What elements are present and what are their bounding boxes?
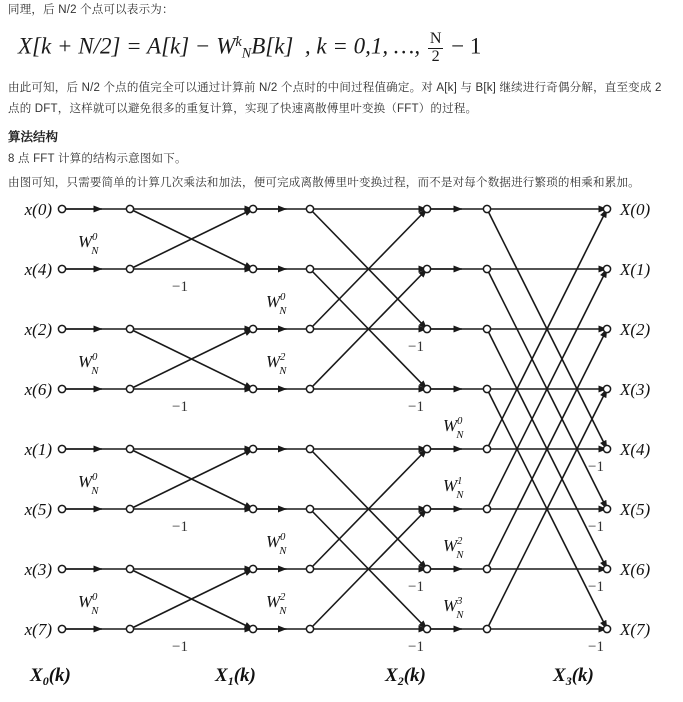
stage2-node-0 xyxy=(306,205,313,212)
stage2-twiddle-3: $W^2$ N xyxy=(266,591,287,617)
paragraph-3: 由图可知，只需要简单的计算几次乘法和加法，便可完成离散傅里叶变换过程，而不是对每个数据进行繁琐的相乘和累加。 xyxy=(8,176,640,189)
stage3-minus-one-7: −1 xyxy=(588,638,604,655)
stage2-out-node-2 xyxy=(423,325,430,332)
stage3-node-3 xyxy=(483,385,490,392)
input-label-4: x(1) xyxy=(24,439,52,459)
output-node-6 xyxy=(603,565,610,572)
formula-rhs-b: B[k] xyxy=(251,33,294,59)
stage3-node-0 xyxy=(483,205,490,212)
stage2-twiddle-2: $W^0$ N xyxy=(266,531,287,557)
stage3-minus-one-4: −1 xyxy=(588,458,604,475)
stage2-out-node-7 xyxy=(423,625,430,632)
formula-fraction xyxy=(428,31,444,66)
stage1-twiddle-0: $W^0$ N xyxy=(78,231,99,257)
output-label-3: X(3) xyxy=(620,379,651,399)
formula-lhs: X[k + N/2] = xyxy=(18,33,148,59)
stage3-minus-one-5: −1 xyxy=(588,518,604,535)
formula-frac-denominator: 2 xyxy=(431,47,440,65)
formula-twiddle-sup: k xyxy=(235,33,242,50)
stage1-out-node-6 xyxy=(249,565,256,572)
fft-butterfly-diagram xyxy=(0,194,683,694)
input-node-1 xyxy=(58,265,65,272)
formula-twiddle-sub: N xyxy=(241,45,252,62)
stage2-node-4 xyxy=(306,445,313,452)
stage2-minus-one-7: −1 xyxy=(408,638,424,655)
output-label-7: X(7) xyxy=(620,619,651,639)
formula-rhs-a: A[k] − xyxy=(147,33,217,59)
flow-labels xyxy=(24,200,651,688)
stage-label-0: $X_0(k)$ xyxy=(30,664,71,688)
input-node-0 xyxy=(58,205,65,212)
stage1-out-node-4 xyxy=(249,445,256,452)
input-node-6 xyxy=(58,565,65,572)
stage3-twiddle-3: $W^3$ N xyxy=(443,595,464,621)
stage1-out-node-3 xyxy=(249,385,256,392)
formula-cond-prefix: , k = 0,1, …, xyxy=(304,33,426,59)
stage1-out-node-2 xyxy=(249,325,256,332)
stage1-out-node-0 xyxy=(249,205,256,212)
stage3-node-2 xyxy=(483,325,490,332)
input-label-5: x(5) xyxy=(24,499,52,519)
stage2-node-6 xyxy=(306,565,313,572)
output-label-5: X(5) xyxy=(620,499,651,519)
input-node-5 xyxy=(58,505,65,512)
input-label-3: x(6) xyxy=(24,379,52,399)
stage1-node-2 xyxy=(126,325,133,332)
stage2-out-node-6 xyxy=(423,565,430,572)
stage2-out-node-5 xyxy=(423,505,430,512)
stage2-node-1 xyxy=(306,265,313,272)
stage3-node-1 xyxy=(483,265,490,272)
stage1-minus-one-0: −1 xyxy=(172,278,188,295)
paragraph-2: 8 点 FFT 计算的结构示意图如下。 xyxy=(8,152,187,165)
stage-label-1: $X_1(k)$ xyxy=(215,664,256,688)
stage2-node-2 xyxy=(306,325,313,332)
formula-twiddle-base: W xyxy=(216,33,236,59)
stage3-node-4 xyxy=(483,445,490,452)
stage2-minus-one-2: −1 xyxy=(408,338,424,355)
stage1-out-node-7 xyxy=(249,625,256,632)
stage2-twiddle-0: $W^0$ N xyxy=(266,291,287,317)
stage2-out-node-1 xyxy=(423,265,430,272)
stage2-out-node-3 xyxy=(423,385,430,392)
stage3-node-7 xyxy=(483,625,490,632)
stage2-node-5 xyxy=(306,505,313,512)
stage3-twiddle-1: $W^1$ N xyxy=(443,475,464,501)
output-node-1 xyxy=(603,265,610,272)
input-node-7 xyxy=(58,625,65,632)
input-label-0: x(0) xyxy=(24,199,52,219)
stage1-twiddle-1: $W^0$ N xyxy=(78,351,99,377)
stage1-twiddle-2: $W^0$ N xyxy=(78,471,99,497)
stage3-twiddle-2: $W^2$ N xyxy=(443,535,464,561)
stage-label-2: $X_2(k)$ xyxy=(385,664,426,688)
output-label-0: X(0) xyxy=(620,199,651,219)
input-label-1: x(4) xyxy=(24,259,52,279)
stage1-minus-one-3: −1 xyxy=(172,638,188,655)
output-node-7 xyxy=(603,625,610,632)
output-node-5 xyxy=(603,505,610,512)
output-node-3 xyxy=(603,385,610,392)
stage1-node-5 xyxy=(126,505,133,512)
input-node-2 xyxy=(58,325,65,332)
input-node-4 xyxy=(58,445,65,452)
input-node-3 xyxy=(58,385,65,392)
article-body xyxy=(0,0,683,194)
output-node-0 xyxy=(603,205,610,212)
stage2-twiddle-1: $W^2$ N xyxy=(266,351,287,377)
input-label-2: x(2) xyxy=(24,319,52,339)
formula-cond-suffix: − 1 xyxy=(445,33,482,59)
output-node-2 xyxy=(603,325,610,332)
intro-line: 同理，后 N/2 个点可以表示为： xyxy=(8,4,174,16)
stage3-twiddle-0: $W^0$ N xyxy=(443,415,464,441)
stage2-node-7 xyxy=(306,625,313,632)
output-label-2: X(2) xyxy=(620,319,651,339)
stage-label-3: $X_3(k)$ xyxy=(553,664,594,688)
stage1-out-node-5 xyxy=(249,505,256,512)
input-label-7: x(7) xyxy=(24,619,52,639)
stage1-node-4 xyxy=(126,445,133,452)
output-label-1: X(1) xyxy=(620,259,651,279)
stage3-node-5 xyxy=(483,505,490,512)
stage1-node-6 xyxy=(126,565,133,572)
formula-display xyxy=(18,31,675,66)
stage2-minus-one-3: −1 xyxy=(408,398,424,415)
stage2-out-node-0 xyxy=(423,205,430,212)
stage2-node-3 xyxy=(306,385,313,392)
stage1-twiddle-3: $W^0$ N xyxy=(78,591,99,617)
output-label-6: X(6) xyxy=(620,559,651,579)
stage1-node-1 xyxy=(126,265,133,272)
paragraph-1: 由此可知，后 N/2 个点的值完全可以通过计算前 N/2 个点时的中间过程值确定。对 A[k] 与 B[k] 继续进行奇偶分解，直至变成 2 点的 DFT，这样就可以避免很多的重复计算，实现了快速离散傅里叶变换（FFT）的过程。 xyxy=(8,81,662,115)
fft-flow-graph xyxy=(0,194,683,694)
output-label-4: X(4) xyxy=(620,439,651,459)
stage1-node-7 xyxy=(126,625,133,632)
flow-edges xyxy=(62,209,607,629)
stage2-out-node-4 xyxy=(423,445,430,452)
stage3-node-6 xyxy=(483,565,490,572)
stage3-minus-one-6: −1 xyxy=(588,578,604,595)
stage1-out-node-1 xyxy=(249,265,256,272)
stage2-minus-one-6: −1 xyxy=(408,578,424,595)
section-heading: 算法结构 xyxy=(8,129,59,144)
input-label-6: x(3) xyxy=(24,559,52,579)
stage1-node-0 xyxy=(126,205,133,212)
output-node-4 xyxy=(603,445,610,452)
stage1-minus-one-1: −1 xyxy=(172,398,188,415)
stage1-minus-one-2: −1 xyxy=(172,518,188,535)
stage1-node-3 xyxy=(126,385,133,392)
formula-frac-numerator: N xyxy=(429,30,442,47)
